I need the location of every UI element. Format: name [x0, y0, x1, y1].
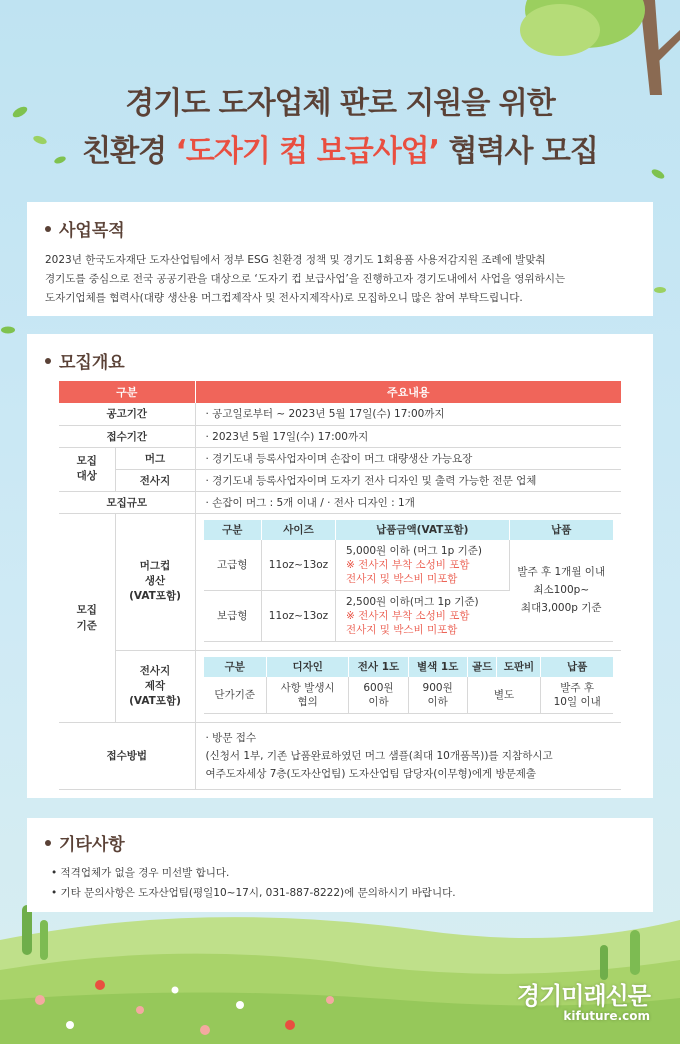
bullet-icon — [45, 226, 51, 232]
overview-section — [27, 334, 653, 798]
table-row: 접수방법 · 방문 접수 (신청서 1부, 기존 납품완료하였던 머그 샘플(최대 10개품목))를 지참하시고 여주도자세상 7층(도자산업팀) 도자산업팀 담당자(이무형)에게 방문제출 — [59, 722, 621, 789]
other-heading: 기타사항 — [45, 830, 635, 855]
overview-table — [59, 381, 621, 790]
table-row: 전사지 · 경기도내 등록사업자이며 도자기 전사 디자인 및 출력 가능한 전문 업체 — [59, 469, 621, 491]
purpose-text: 2023년 한국도자재단 도자산업팀에서 정부 ESG 친환경 정책 및 경기도 1회용품 사용저감지원 조례에 발맞춰 경기도를 중심으로 전국 공공기관을 대상으로 ‘도자기 컵 보급사업’을 진행하고자 경기도내에서 사업을 영위하시는 도자기업체를 협력사(대량 생산용 머그컵제작사 및 전사지제작사)로 모집하오니 많은 참여 부탁드립니다. — [45, 254, 566, 304]
table-row: 고급형 11oz~13oz 5,000원 이하 (머그 1p 기준) ※ 전사지 부착 소성비 포함 전사지 및 박스비 미포함 발주 후 1개월 이내 최소100p~ 최대3,000p 기준 — [204, 540, 614, 591]
title-line-1: 경기도 도자업체 판로 지원을 위한 — [125, 86, 555, 121]
col-category: 구분 — [59, 381, 195, 403]
bullet-icon — [45, 358, 51, 364]
transfer-paper-table: 구분 디자인 전사 1도 별색 1도 골드 도판비 납품 단가기준 사항 발생시 협의 600원 이하 900원 이하 별도 발주 후 10일 이내 — [204, 657, 614, 714]
mug-cup-table: 구분 사이즈 납품금액(VAT포함) 납품 고급형 11oz~13oz 5,000원 이하 (머그 1p 기준) ※ 전사지 부착 소성비 포함 전사지 및 박스비 미포함 발주 후 1개월 이내 최소100p~ 최대3,000p 기준 보급형 11oz~13oz 2,500원 이하(머그 1p 기준) ※ 전사지 부착 소성비 포함 전사지 및 박스비 미포함 — [204, 520, 614, 642]
title-accent: ‘도자기 컵 보급사업’ — [175, 134, 440, 169]
table-row: 모집 기준 머그컵 생산 (VAT포함) 구분 사이즈 납품금액(VAT포함) 납품 고급형 11oz~13oz 5,000원 이하 (머그 1p 기준) ※ 전사지 부착 소성비 포함 전사지 및 박스비 미포함 발주 후 1개월 이내 최소100p~ 최대3,000p 기준 보급형 11oz~13oz 2,500원 이하(머그 1p 기준) ※ 전사지 부착 소성비 포함 전사지 및 박스비 미포함 — [59, 513, 621, 650]
table-row: 공고기간 · 공고일로부터 ~ 2023년 5월 17일(수) 17:00까지 — [59, 403, 621, 425]
other-text: • 적격업체가 없을 경우 미선발 합니다. • 기타 문의사항은 도자산업팀(평일10~17시, 031-887-8222)에 문의하시기 바랍니다. — [51, 867, 456, 899]
bullet-icon — [45, 840, 51, 846]
other-section — [27, 818, 653, 912]
table-row: 보급형 11oz~13oz 2,500원 이하(머그 1p 기준) ※ 전사지 부착 소성비 포함 전사지 및 박스비 미포함 — [204, 590, 614, 641]
table-row: 접수기간 · 2023년 5월 17일(수) 17:00까지 — [59, 425, 621, 447]
table-row: 모집규모 · 손잡이 머그 : 5개 이내 / · 전사 디자인 : 1개 — [59, 491, 621, 513]
title-line-2: 친환경 ‘도자기 컵 보급사업’ 협력사 모집 — [82, 134, 598, 169]
table-row: 단가기준 사항 발생시 협의 600원 이하 900원 이하 별도 발주 후 10일 이내 — [204, 677, 614, 714]
purpose-heading: 사업목적 — [45, 216, 635, 241]
overview-heading: 모집개요 — [45, 348, 635, 373]
table-row: 전사지 제작 (VAT포함) 구분 디자인 전사 1도 별색 1도 골드 도판비 납품 단가기준 사항 발생시 협의 600원 이하 900원 이하 별도 발주 후 10일 이내 — [59, 650, 621, 722]
purpose-section — [27, 202, 653, 316]
page-title — [0, 78, 680, 170]
table-row: 모집 대상 머그 · 경기도내 등록사업자이며 손잡이 머그 대량생산 가능요장 — [59, 447, 621, 469]
newspaper-logo: 경기미래신문 kifuture.com — [516, 982, 650, 1023]
col-content: 주요내용 — [195, 381, 621, 403]
